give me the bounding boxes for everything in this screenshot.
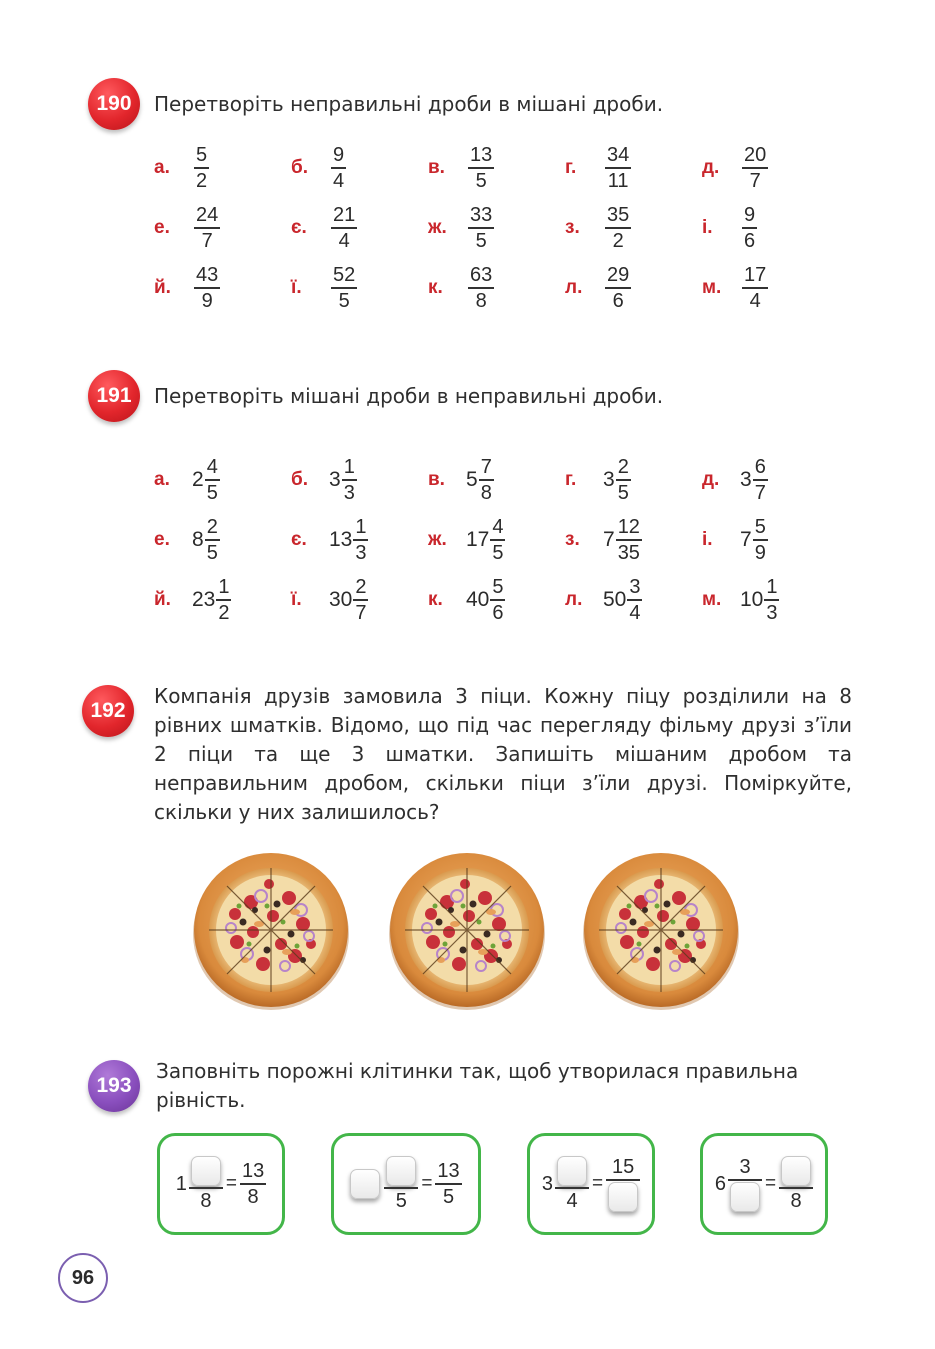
exercise-item	[702, 140, 768, 196]
whole-part: 10	[740, 588, 764, 611]
fraction-bar	[779, 1187, 813, 1189]
item-letter: ж.	[428, 217, 447, 238]
whole-part: 40	[466, 588, 490, 611]
empty-cell-input[interactable]	[350, 1169, 380, 1199]
task-number-badge: 193	[88, 1060, 140, 1112]
fraction	[194, 144, 209, 192]
fraction-denominator: 8	[475, 289, 487, 312]
fraction-bar	[342, 479, 357, 481]
fraction-denominator: 7	[754, 481, 766, 504]
item-letter: г.	[565, 469, 577, 490]
whole-part: 6	[714, 1172, 726, 1195]
fraction-numerator: 9	[333, 144, 345, 167]
fraction	[331, 144, 346, 192]
fraction-denominator: 8	[480, 481, 492, 504]
fraction-denominator: 2	[218, 601, 230, 624]
fraction-bar	[216, 599, 231, 601]
fraction-numerator: 52	[333, 264, 356, 287]
item-letter: д.	[702, 469, 720, 490]
fraction-numerator: 13	[437, 1160, 460, 1183]
item-letter: е.	[154, 529, 170, 550]
fraction-bar	[605, 167, 631, 169]
item-letter: з.	[565, 529, 580, 550]
fraction-bar	[616, 539, 642, 541]
exercise-item	[291, 200, 357, 256]
fraction	[331, 264, 357, 312]
whole-part: 30	[329, 588, 353, 611]
exercise-item	[154, 140, 209, 196]
equation	[176, 1156, 266, 1212]
item-letter: є.	[291, 217, 307, 238]
whole-part: 7	[740, 528, 752, 551]
item-letter: в.	[428, 157, 445, 178]
whole-part: 50	[603, 588, 627, 611]
equals-sign: =	[421, 1173, 433, 1194]
fraction-denominator: 35	[617, 541, 640, 564]
pizza-image	[387, 852, 547, 1012]
fraction-denominator: 4	[566, 1189, 578, 1212]
fraction	[616, 456, 631, 504]
fraction-numerator: 4	[492, 516, 504, 539]
fraction	[753, 516, 768, 564]
fraction-numerator: 15	[611, 1156, 635, 1179]
item-letter: і.	[702, 217, 713, 238]
whole-part: 1	[175, 1172, 187, 1195]
exercise-item	[154, 452, 220, 508]
fraction-numerator: 29	[607, 264, 630, 287]
fraction-numerator: 5	[196, 144, 208, 167]
fraction-bar	[555, 1187, 589, 1189]
fraction-bar	[468, 167, 494, 169]
fraction-denominator: 6	[612, 289, 624, 312]
fraction-denominator: 7	[749, 169, 761, 192]
pizza-image	[191, 852, 351, 1012]
empty-cell-input[interactable]	[781, 1156, 811, 1186]
empty-cell-input[interactable]	[557, 1156, 587, 1186]
fraction	[331, 204, 357, 252]
fraction-bar	[479, 479, 494, 481]
fraction-denominator: 5	[206, 541, 218, 564]
fraction-bar	[353, 539, 368, 541]
fraction-bar	[742, 167, 768, 169]
fraction	[764, 576, 779, 624]
whole-part: 5	[466, 468, 478, 491]
exercise-item	[428, 260, 494, 316]
fraction	[384, 1156, 418, 1212]
fraction-numerator: 1	[343, 456, 355, 479]
fraction-bar	[384, 1187, 418, 1189]
exercise-item	[154, 200, 220, 256]
fraction-numerator: 5	[754, 516, 766, 539]
fraction-numerator: 2	[617, 456, 629, 479]
fraction	[205, 456, 220, 504]
fraction-denominator: 8	[790, 1189, 802, 1212]
exercise-item	[702, 452, 768, 508]
fraction	[555, 1156, 589, 1212]
exercise-item	[428, 512, 505, 568]
item-letter: ж.	[428, 529, 447, 550]
item-letter: ї.	[291, 589, 302, 610]
fraction	[189, 1156, 223, 1212]
whole-part: 3	[740, 468, 752, 491]
exercise-item	[291, 512, 368, 568]
fraction-bar	[331, 167, 346, 169]
exercise-item	[428, 200, 494, 256]
fraction	[742, 264, 768, 312]
fraction-bar	[189, 1187, 223, 1189]
item-letter: м.	[702, 589, 722, 610]
fraction-numerator: 3	[739, 1156, 751, 1179]
item-letter: г.	[565, 157, 577, 178]
fraction-denominator: 5	[206, 481, 218, 504]
fraction-bar	[616, 479, 631, 481]
fraction	[205, 516, 220, 564]
fraction-numerator: 13	[241, 1160, 265, 1183]
fraction-denominator: 5	[617, 481, 629, 504]
fraction	[742, 204, 757, 252]
item-letter: з.	[565, 217, 580, 238]
fraction	[742, 144, 768, 192]
equation	[350, 1156, 461, 1212]
fraction	[194, 264, 220, 312]
fraction	[240, 1160, 266, 1208]
whole-part: 2	[192, 468, 204, 491]
fraction-numerator: 12	[617, 516, 640, 539]
equals-sign: =	[592, 1173, 604, 1194]
equation-card	[331, 1133, 481, 1235]
fraction-bar	[490, 599, 505, 601]
item-letter: д.	[702, 157, 720, 178]
whole-part: 8	[192, 528, 204, 551]
fraction-numerator: 43	[196, 264, 219, 287]
whole-part: 13	[329, 528, 353, 551]
equals-sign: =	[765, 1173, 777, 1194]
fraction-bar	[468, 287, 494, 289]
whole-part: 7	[603, 528, 615, 551]
fraction-denominator: 6	[492, 601, 504, 624]
exercise-item	[565, 452, 631, 508]
fraction-denominator: 5	[395, 1189, 407, 1212]
exercise-item	[428, 572, 505, 628]
item-letter: і.	[702, 529, 713, 550]
fraction-bar	[353, 599, 368, 601]
exercise-item	[154, 572, 231, 628]
fraction-denominator: 3	[766, 601, 778, 624]
fraction-bar	[435, 1183, 461, 1185]
fraction-denominator: 4	[338, 229, 350, 252]
whole-part: 23	[192, 588, 216, 611]
fraction-numerator: 3	[629, 576, 641, 599]
exercise-item	[565, 572, 642, 628]
fraction-bar	[764, 599, 779, 601]
fraction-bar	[205, 479, 220, 481]
fraction-numerator[interactable]	[779, 1156, 813, 1186]
item-letter: л.	[565, 589, 583, 610]
fraction-bar	[194, 287, 220, 289]
exercise-item	[702, 260, 768, 316]
fraction	[468, 144, 494, 192]
empty-cell-input[interactable]	[191, 1156, 221, 1186]
pizza-image	[581, 852, 741, 1012]
whole-part: 17	[466, 528, 490, 551]
fraction-bar	[240, 1183, 266, 1185]
exercise-item	[565, 140, 631, 196]
fraction	[342, 456, 357, 504]
empty-cell-input[interactable]	[730, 1182, 760, 1212]
fraction-denominator: 5	[338, 289, 350, 312]
fraction	[490, 516, 505, 564]
item-letter: а.	[154, 157, 170, 178]
fraction	[353, 576, 368, 624]
page-number: 96	[58, 1253, 108, 1303]
empty-cell-input[interactable]	[386, 1156, 416, 1186]
fraction	[616, 516, 642, 564]
fraction-bar	[490, 539, 505, 541]
task-number-badge: 192	[82, 685, 134, 737]
item-letter: а.	[154, 469, 170, 490]
item-letter: л.	[565, 277, 583, 298]
task-instruction: Перетворіть мішані дроби в неправильні дроби.	[154, 384, 664, 408]
whole-part: 3	[541, 1172, 553, 1195]
fraction-bar	[194, 227, 220, 229]
fraction-bar	[753, 479, 768, 481]
task-number-badge: 190	[88, 78, 140, 130]
fraction-denominator: 2	[196, 169, 208, 192]
item-letter: к.	[428, 277, 443, 298]
item-letter: к.	[428, 589, 443, 610]
task-instruction: Перетворіть неправильні дроби в мішані дроби.	[154, 92, 664, 116]
fraction-numerator: 2	[206, 516, 218, 539]
fraction-denominator[interactable]	[728, 1182, 762, 1212]
item-letter: є.	[291, 529, 307, 550]
equation-card	[527, 1133, 655, 1235]
fraction-denominator: 3	[355, 541, 367, 564]
fraction	[194, 204, 220, 252]
exercise-item	[702, 512, 768, 568]
fraction-denominator: 2	[612, 229, 624, 252]
fraction-denominator: 11	[607, 169, 629, 192]
fraction-numerator: 9	[744, 204, 756, 227]
fraction-bar	[728, 1179, 762, 1181]
exercise-item	[154, 260, 220, 316]
fraction-bar	[742, 227, 757, 229]
fraction-numerator: 34	[607, 144, 630, 167]
fraction-numerator: 6	[754, 456, 766, 479]
exercise-item	[565, 512, 642, 568]
fraction	[753, 456, 768, 504]
fraction-numerator[interactable]	[555, 1156, 589, 1186]
fraction-denominator: 5	[475, 169, 487, 192]
fraction-numerator: 24	[196, 204, 219, 227]
task-instruction: Компанія друзів замовила 3 піци. Кожну піцу розділили на 8 рівних шматків. Відомо, що під час перегляду фільму друзі з’їли 2 піци та ще 3 шматки. Запишіть мішаним дробом та неправильним дробом, скільки піци з’їли друзі. Поміркуйте, скільки у них залишилось?	[154, 684, 852, 824]
exercise-item	[565, 200, 631, 256]
fraction-bar	[742, 287, 768, 289]
fraction-denominator: 6	[744, 229, 756, 252]
fraction-numerator: 20	[744, 144, 767, 167]
exercise-item	[154, 512, 220, 568]
fraction	[490, 576, 505, 624]
fraction	[606, 1156, 640, 1212]
fraction-denominator: 4	[333, 169, 345, 192]
fraction	[353, 516, 368, 564]
fraction	[468, 264, 494, 312]
fraction-denominator[interactable]	[606, 1182, 640, 1212]
fraction-denominator: 7	[201, 229, 213, 252]
fraction-numerator: 7	[480, 456, 492, 479]
item-letter: м.	[702, 277, 722, 298]
fraction-numerator: 21	[333, 204, 356, 227]
exercise-item	[291, 140, 346, 196]
exercise-item	[702, 200, 757, 256]
fraction	[779, 1156, 813, 1212]
fraction-bar	[627, 599, 642, 601]
item-letter: й.	[154, 589, 171, 610]
fraction	[479, 456, 494, 504]
fraction-numerator: 13	[470, 144, 493, 167]
fraction-bar	[605, 227, 631, 229]
fraction-bar	[753, 539, 768, 541]
equation-card	[700, 1133, 828, 1235]
fraction-denominator: 8	[247, 1185, 259, 1208]
exercise-item	[291, 260, 357, 316]
fraction-bar	[331, 227, 357, 229]
item-letter: й.	[154, 277, 171, 298]
fraction-denominator: 5	[492, 541, 504, 564]
equals-sign: =	[225, 1173, 237, 1194]
whole-part[interactable]	[350, 1169, 380, 1199]
fraction-numerator: 17	[744, 264, 767, 287]
item-letter: в.	[428, 469, 445, 490]
exercise-item	[428, 452, 494, 508]
fraction-bar	[606, 1179, 640, 1181]
fraction-numerator[interactable]	[189, 1156, 223, 1186]
equation	[715, 1156, 813, 1212]
fraction-denominator: 8	[200, 1189, 212, 1212]
whole-part: 3	[603, 468, 615, 491]
fraction	[468, 204, 494, 252]
exercise-item	[428, 140, 494, 196]
exercise-item	[291, 572, 368, 628]
fraction	[605, 204, 631, 252]
equation-card	[157, 1133, 285, 1235]
fraction-denominator: 9	[201, 289, 213, 312]
exercise-item	[565, 260, 631, 316]
empty-cell-input[interactable]	[608, 1182, 638, 1212]
fraction	[605, 144, 631, 192]
fraction-numerator: 4	[206, 456, 218, 479]
fraction-numerator[interactable]	[384, 1156, 418, 1186]
fraction-bar	[605, 287, 631, 289]
fraction	[728, 1156, 762, 1212]
fraction-bar	[205, 539, 220, 541]
fraction-denominator: 5	[442, 1185, 455, 1208]
equation	[542, 1156, 640, 1212]
fraction	[435, 1160, 461, 1208]
exercise-item	[702, 572, 779, 628]
fraction-bar	[194, 167, 209, 169]
item-letter: е.	[154, 217, 170, 238]
fraction-denominator: 4	[629, 601, 641, 624]
fraction	[605, 264, 631, 312]
fraction-bar	[331, 287, 357, 289]
fraction-numerator: 35	[607, 204, 630, 227]
fraction-numerator: 1	[355, 516, 367, 539]
exercise-item	[291, 452, 357, 508]
item-letter: ї.	[291, 277, 302, 298]
fraction-denominator: 7	[355, 601, 367, 624]
fraction-denominator: 9	[754, 541, 766, 564]
fraction-numerator: 2	[355, 576, 367, 599]
item-letter: б.	[291, 469, 309, 490]
fraction	[627, 576, 642, 624]
fraction-numerator: 1	[766, 576, 778, 599]
fraction-denominator: 3	[343, 481, 355, 504]
task-number-badge: 191	[88, 370, 140, 422]
fraction-denominator: 4	[749, 289, 761, 312]
task-instruction: Заповніть порожні клітинки так, щоб утворилася правильна рівність.	[156, 1059, 799, 1112]
whole-part: 3	[329, 468, 341, 491]
item-letter: б.	[291, 157, 309, 178]
fraction-numerator: 63	[470, 264, 493, 287]
fraction-numerator: 1	[218, 576, 230, 599]
fraction-numerator: 5	[492, 576, 504, 599]
fraction	[216, 576, 231, 624]
fraction-numerator: 33	[470, 204, 493, 227]
fraction-bar	[468, 227, 494, 229]
fraction-denominator: 5	[475, 229, 487, 252]
